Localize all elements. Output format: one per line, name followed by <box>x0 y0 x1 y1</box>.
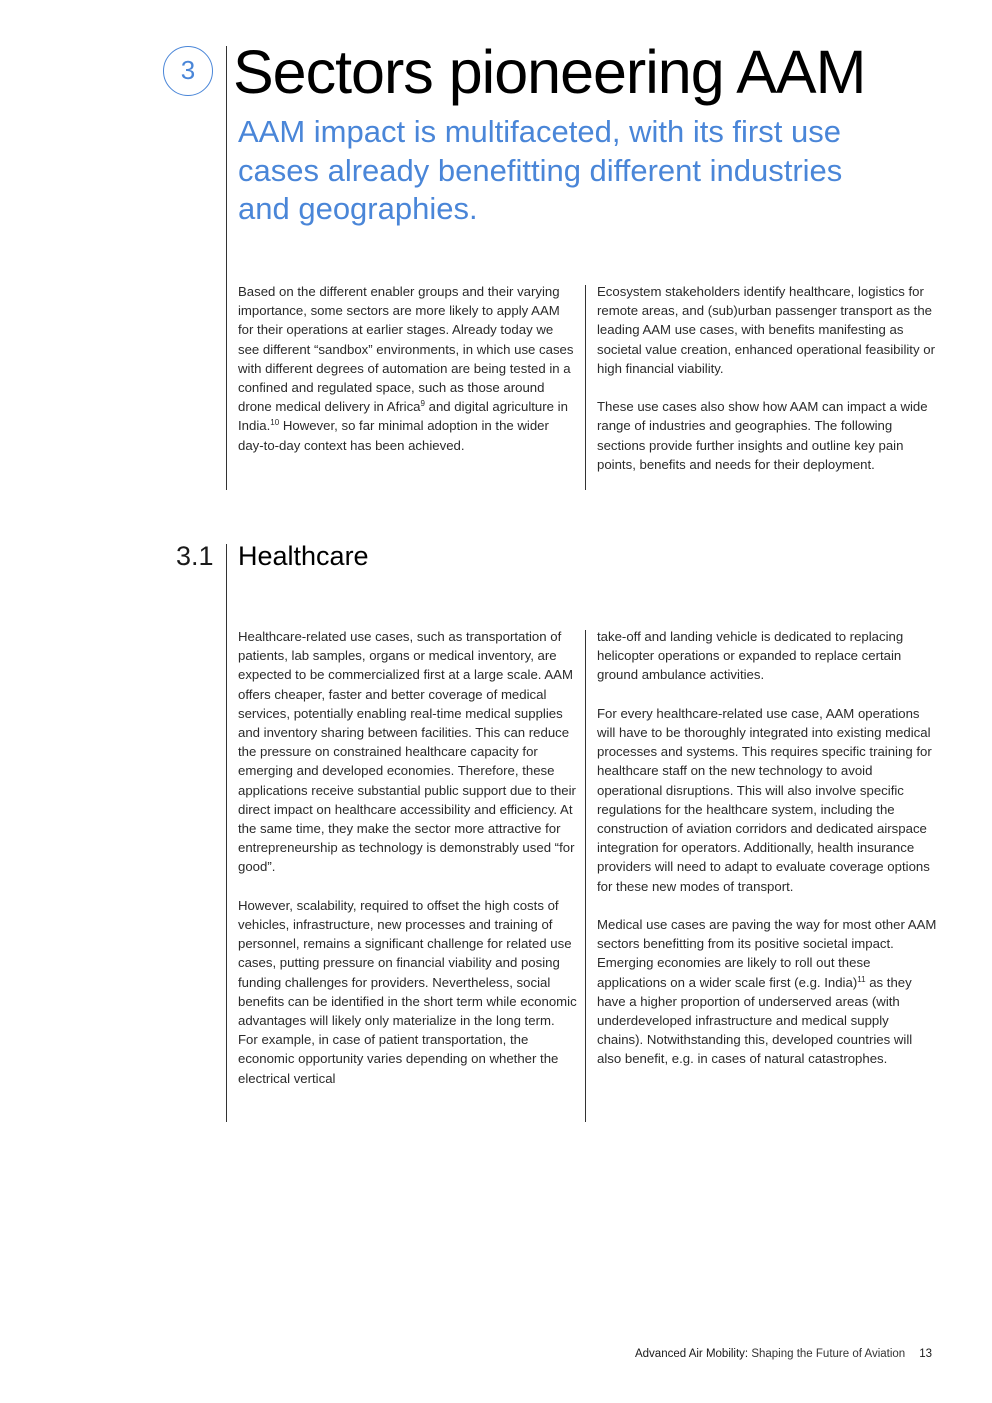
intro-paragraph: Ecosystem stakeholders identify healthcare, logistics for remote areas, and (sub)urban passenger transport as the leading AAM use cases, with benefits manifesting as societal value creation, enhanced operational feasibility or high financial viability. <box>597 284 935 376</box>
footer-subtitle: Shaping the Future of Aviation <box>748 1348 906 1360</box>
header-divider <box>226 46 227 490</box>
section-divider <box>226 544 227 1122</box>
body-paragraph: For every healthcare-related use case, AAM operations will have to be thoroughly integrated into existing medical processes and systems. This requires specific training for healthcare staff on the new technology to avoid operational disruptions. This will also involve specific regulations for the healthcare system, including the construction of aviation corridors and dedicated airspace integration for operators. Additionally, health insurance providers will need to adapt to evaluate coverage options for these new modes of transport. <box>597 705 932 894</box>
body-text: as they have a higher proportion of underserved areas (with underdeveloped infrastructure and medical supply chains). Notwithstanding this, developed countries will also benefit, e.g. in cases of natural catastrophes. <box>597 974 913 1067</box>
column-divider <box>585 285 586 490</box>
body-paragraph: Healthcare-related use cases, such as transportation of patients, lab samples, organs or medical inventory, are expected to be commercialized first at a large scale. AAM offers cheaper, faster and better coverage of medical services, potentially enabling real-time medical supplies and inventory sharing between facilities. This can reduce the pressure on constrained healthcare capacity for emerging and developed economies. Therefore, these applications receive substantial public support due to their direct impact on healthcare accessibility and efficiency. At the same time, they make the sector more attractive for entrepreneurship as technology is demonstrably used “for good”. <box>238 629 576 875</box>
intro-text: Based on the different enabler groups and their varying importance, some sectors are more likely to apply AAM for their operations at earlier stages. Already today we see different “sandbox” environments, in which use cases with different degrees of automation are being tested in a confined and regulated space, such as those around drone medical delivery in Africa <box>238 284 574 415</box>
body-paragraph <box>597 915 937 1069</box>
footnote-ref: 11 <box>857 974 866 984</box>
intro-text: and digital agriculture in India. <box>238 399 568 434</box>
page-footer <box>635 1346 932 1362</box>
section-number: 3.1 <box>176 541 214 571</box>
intro-left-column <box>238 282 578 455</box>
body-paragraph: However, scalability, required to offset the high costs of vehicles, infrastructure, new processes and training of personnel, remains a significant challenge for related use cases, putting pressure on financial viability and posing funding challenges for providers. Nevertheless, social benefits can be identified in the short term while economic advantages will likely only materialize in the long term. For example, in case of patient transportation, the economic opportunity varies depending on whether the electrical vertical <box>238 897 577 1086</box>
footer-publication: Advanced Air Mobility: <box>634 1348 749 1360</box>
chapter-number-badge: 3 <box>163 46 213 96</box>
section-left-column <box>238 627 578 1088</box>
page-subtitle: AAM impact is multifaceted, with its first use cases already benefitting different industries and geographies. <box>238 114 843 226</box>
intro-paragraph: These use cases also show how AAM can impact a wide range of industries and geographies. The following sections provide further insights and outline key pain points, benefits and needs for their deployment. <box>597 399 928 472</box>
body-paragraph: take-off and landing vehicle is dedicated to replacing helicopter operations or expanded to replace certain ground ambulance activities. <box>597 629 904 683</box>
intro-right-column <box>597 282 937 474</box>
intro-paragraph <box>238 282 578 455</box>
column-divider <box>585 630 586 1122</box>
footnote-ref: 10 <box>270 418 280 428</box>
body-text: Medical use cases are paving the way for most other AAM sectors benefitting from its positive societal impact. Emerging economies are likely to roll out these applications on a wider scale first (e.g. India) <box>597 917 937 990</box>
footnote-ref: 9 <box>420 399 425 409</box>
section-right-column <box>597 627 937 1069</box>
page-title: Sectors pioneering AAM <box>233 38 866 106</box>
page-number: 13 <box>919 1348 932 1360</box>
intro-text: However, so far minimal adoption in the wider day-to-day context has been achieved. <box>238 418 549 453</box>
section-title: Healthcare <box>238 541 369 571</box>
